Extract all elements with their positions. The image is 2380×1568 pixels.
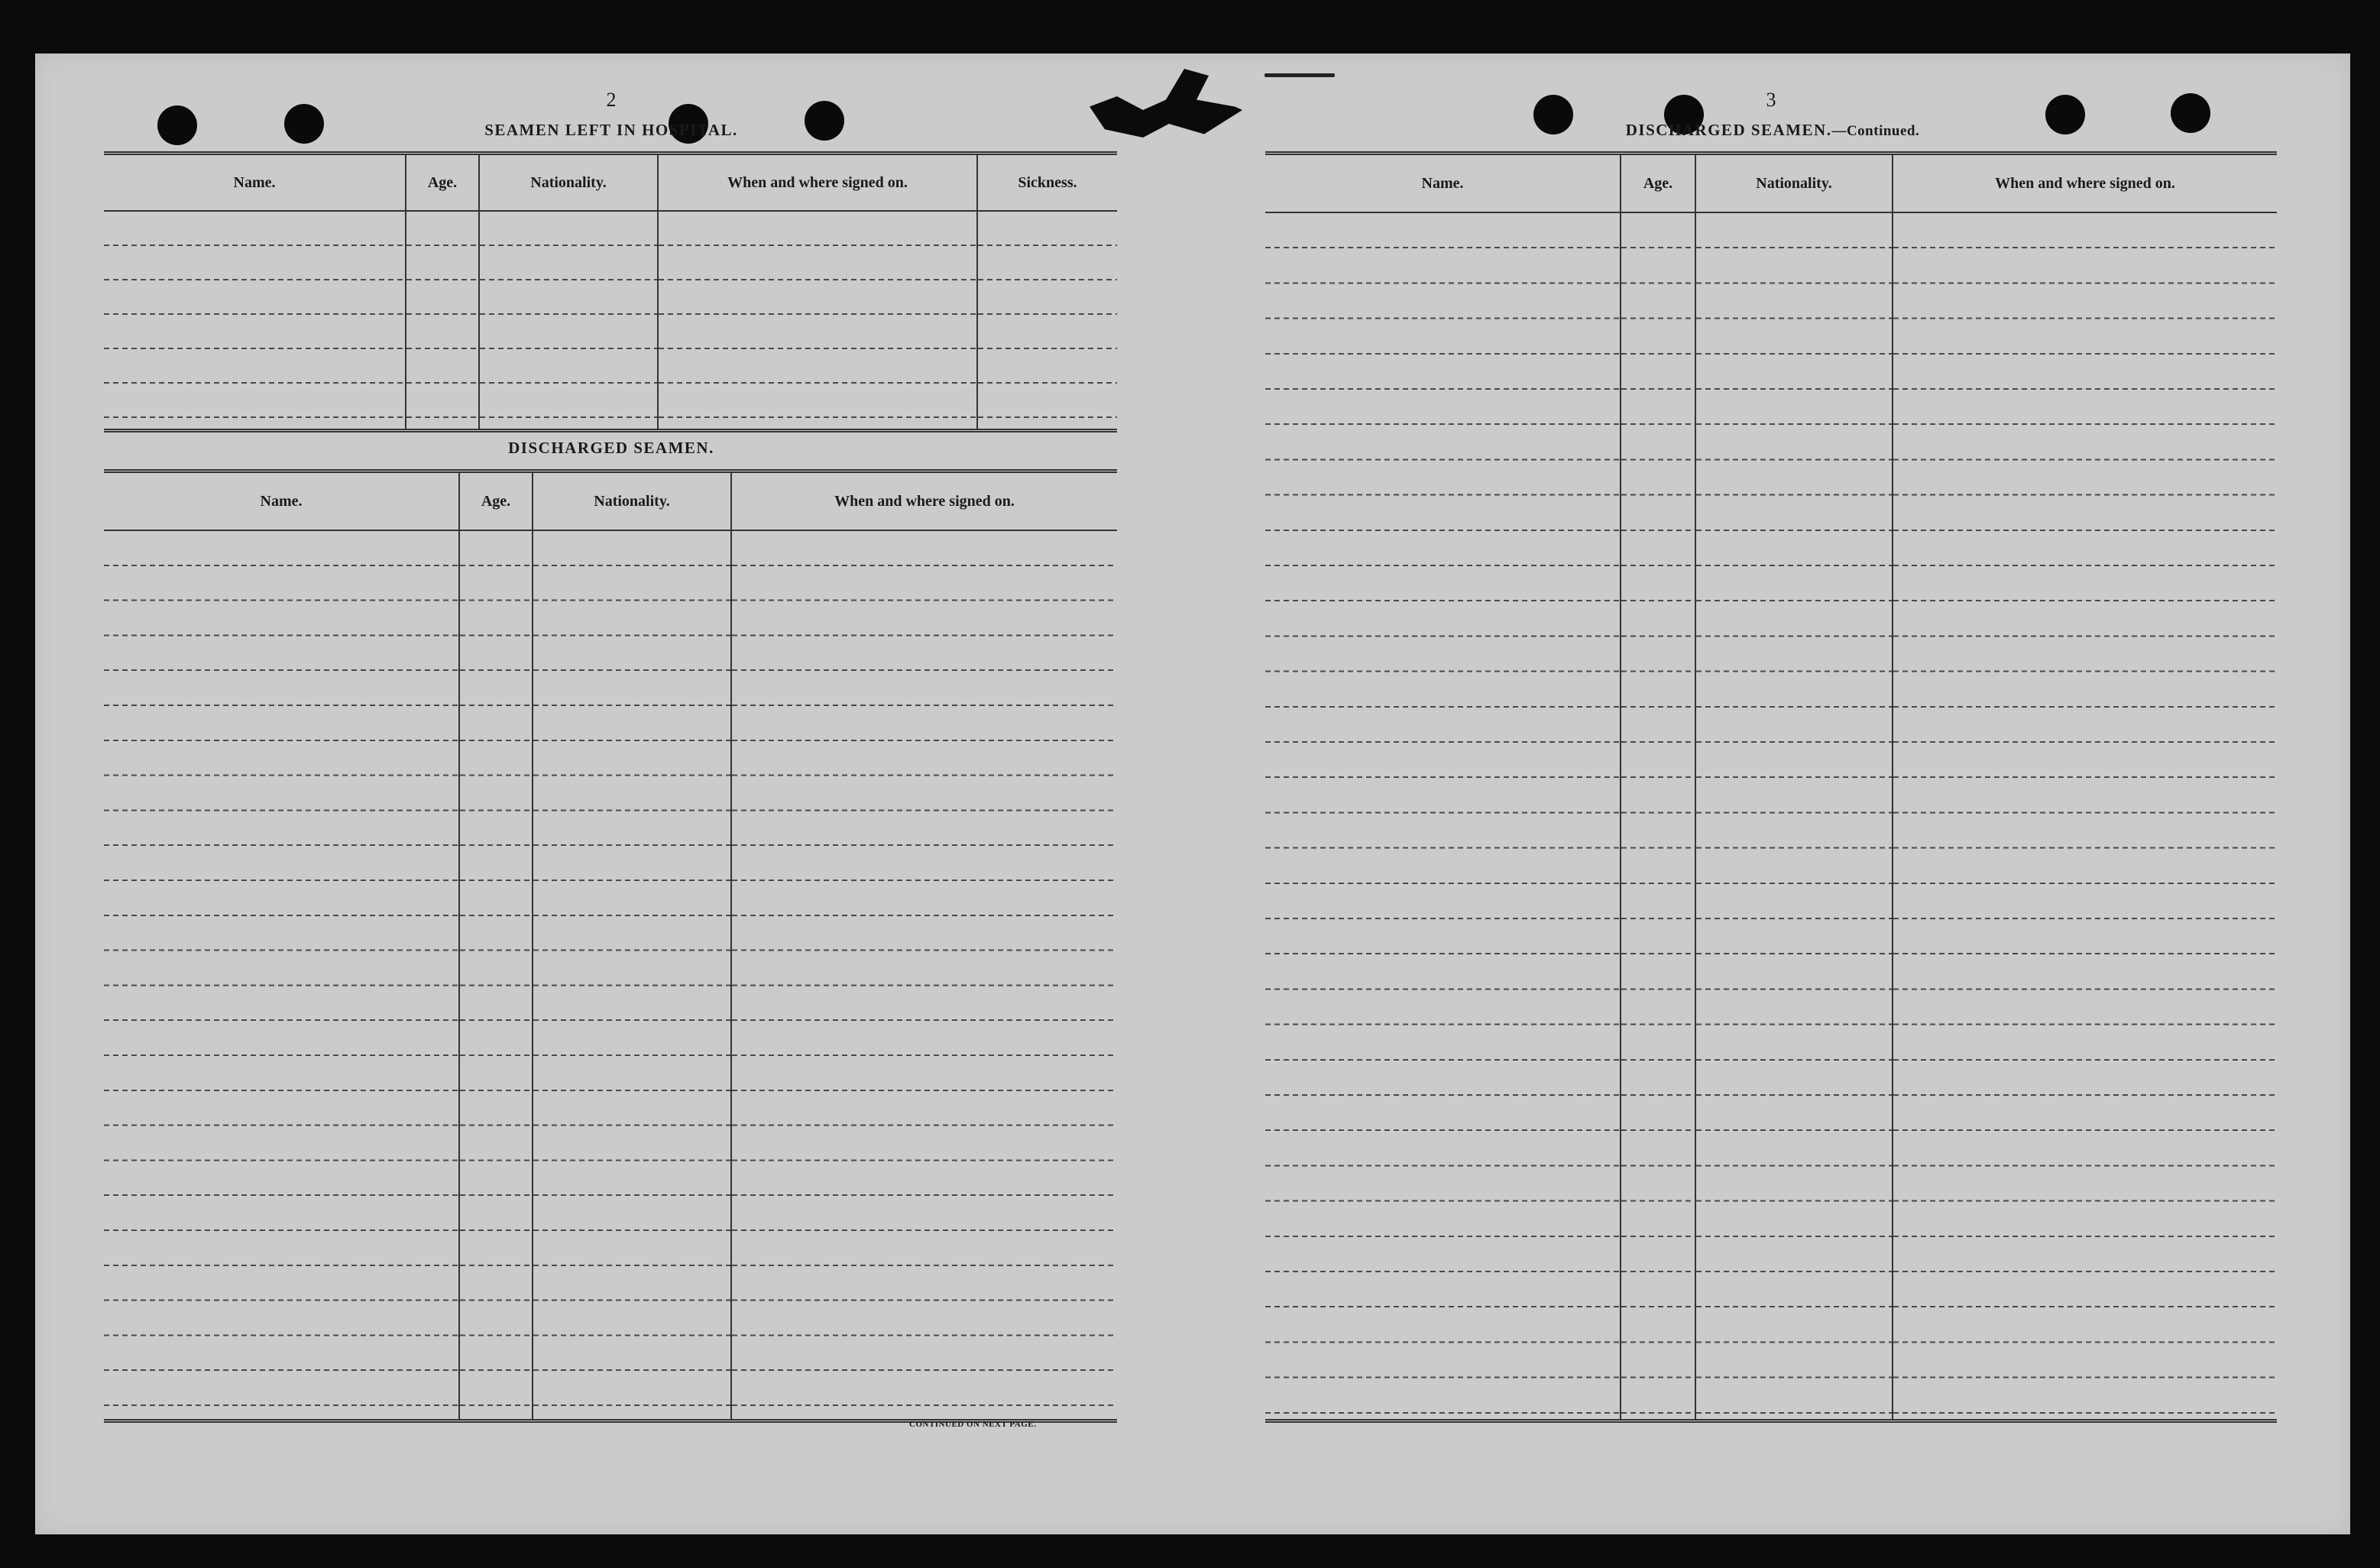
hospital-table-body: [104, 212, 1117, 429]
discharged-section-title: DISCHARGED SEAMEN.: [508, 439, 714, 457]
discharged-continued-body: [1265, 213, 2277, 1419]
continued-note: CONTINUED ON NEXT PAGE.: [909, 1420, 1037, 1429]
punch-hole: [2171, 93, 2210, 133]
discharged-table-header: [104, 473, 1117, 531]
hospital-section-title: SEAMEN LEFT IN HOSPITAL.: [484, 121, 738, 139]
left-page-number: 2: [606, 89, 617, 111]
col-header-signed-on: When and where signed on.: [657, 155, 976, 210]
signed-on-column: [657, 212, 976, 429]
discharged-continued-table: [1265, 151, 2277, 1423]
right-title-sub: —Continued.: [1831, 123, 1920, 139]
discharged-continued-header: [1265, 155, 2277, 213]
pen-mark: [1264, 73, 1335, 77]
age-column: [405, 212, 478, 429]
col-header-age: Age.: [405, 155, 478, 210]
punch-hole: [2045, 95, 2085, 134]
punch-hole: [1533, 95, 1573, 134]
col-header-name: Name.: [233, 173, 276, 191]
name-column: [1265, 213, 1620, 1419]
name-column: [104, 212, 405, 429]
punch-hole: [157, 105, 197, 145]
col-header-age: Age.: [1620, 155, 1695, 212]
col-header-age: Age.: [458, 473, 532, 530]
punch-hole: [805, 101, 844, 141]
age-column: [1620, 213, 1695, 1419]
torn-edge: [1090, 69, 1242, 138]
nationality-column: [532, 531, 730, 1419]
col-header-nationality: Nationality.: [532, 473, 730, 530]
col-header-name: Name.: [1421, 174, 1464, 192]
punch-hole: [284, 104, 324, 144]
name-column: [104, 531, 458, 1419]
signed-on-column: [730, 531, 1117, 1419]
nationality-column: [1695, 213, 1892, 1419]
col-header-signed-on: When and where signed on.: [1892, 155, 2277, 212]
hospital-table: [104, 151, 1117, 432]
right-title-main: DISCHARGED SEAMEN.: [1625, 121, 1832, 139]
right-page-number: 3: [1766, 89, 1776, 111]
discharged-table: [104, 469, 1117, 1423]
right-section-title: [1574, 121, 1971, 140]
discharged-table-body: [104, 531, 1117, 1419]
col-header-name: Name.: [260, 492, 303, 510]
sickness-column: [976, 212, 1117, 429]
col-header-nationality: Nationality.: [478, 155, 657, 210]
col-header-sickness: Sickness.: [976, 155, 1117, 210]
col-header-nationality: Nationality.: [1695, 155, 1892, 212]
nationality-column: [478, 212, 657, 429]
hospital-table-header: [104, 155, 1117, 212]
age-column: [458, 531, 532, 1419]
col-header-signed-on: When and where signed on.: [730, 473, 1117, 530]
signed-on-column: [1892, 213, 2277, 1419]
